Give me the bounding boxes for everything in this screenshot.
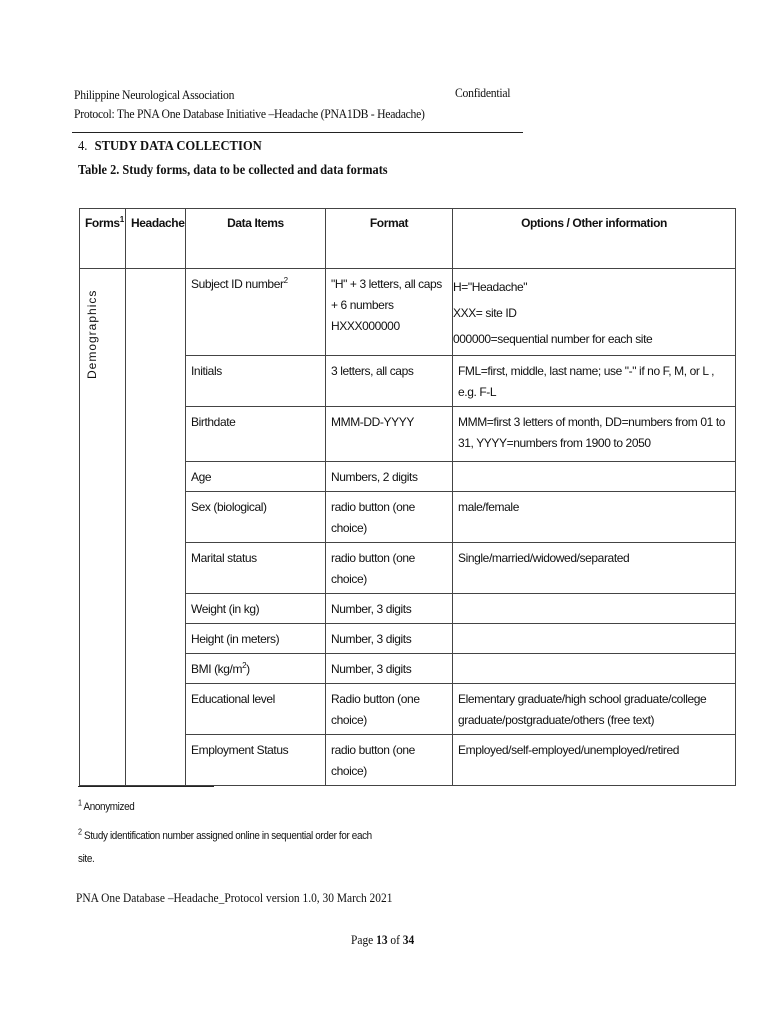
format-cell: radio button (one choice) [326,492,453,543]
options-cell: Single/married/widowed/separated [453,543,736,594]
data-item-cell: Subject ID number$^2$ [186,269,326,356]
col-header-data-items: Data Items [186,209,326,269]
data-item-cell: Employment Status [186,735,326,786]
options-cell: Employed/self-employed/unemployed/retired [453,735,736,786]
data-item-cell: Marital status [186,543,326,594]
options-cell [453,654,736,684]
data-item-cell: Initials [186,356,326,407]
format-cell: MMM-DD-YYYY [326,407,453,462]
table-header-row [80,209,736,269]
options-cell [453,594,736,624]
forms-footnote-mark: 1 [119,215,124,224]
options-cell [453,624,736,654]
data-item-cell: Educational level [186,684,326,735]
format-cell: Number, 3 digits [326,624,453,654]
col-header-headache: Headache [126,209,186,269]
format-cell: 3 letters, all caps [326,356,453,407]
header-org-protocol [74,85,425,123]
format-cell: Number, 3 digits [326,654,453,684]
table-row [80,269,736,356]
data-item-cell: Sex (biological) [186,492,326,543]
data-item-cell: Weight (in kg) [186,594,326,624]
format-cell: Number, 3 digits [326,594,453,624]
options-cell: H="Headache" XXX= site ID 000000=sequential number for each site [453,269,736,356]
col-header-format: Format [326,209,453,269]
options-cell [453,462,736,492]
options-cell: Elementary graduate/high school graduate/college graduate/postgraduate/others (free text) [453,684,736,735]
footnote-2: $^2$ Study identification number assigned online in sequential order for each site. [78,827,372,865]
data-item-cell: Birthdate [186,407,326,462]
section-number: 4. [78,139,88,154]
col-header-options: Options / Other information [453,209,736,269]
header-divider [72,132,523,133]
header-protocol: Protocol: The PNA One Database Initiative –Headache (PNA1DB - Headache) [74,106,425,121]
col-header-forms: Forms$^1$ [80,209,126,269]
section-title-text: STUDY DATA COLLECTION [94,139,262,154]
options-cell: male/female [453,492,736,543]
header-org: Philippine Neurological Association [74,87,235,102]
footer-version: PNA One Database –Headache_Protocol version 1.0, 30 March 2021 [76,890,393,905]
footnote-divider [78,786,214,787]
footnote-1: $^1$ Anonymized [78,798,135,813]
data-item-cell: Height (in meters) [186,624,326,654]
options-cell: FML=first, middle, last name; use "-" if no F, M, or L , e.g. F-L [453,356,736,407]
options-cell: MMM=first 3 letters of month, DD=numbers from 01 to 31, YYYY=numbers from 1900 to 2050 [453,407,736,462]
group-label-demographics: Demographics [85,289,99,379]
headache-cell [126,269,186,786]
format-cell: Radio button (one choice) [326,684,453,735]
data-item-cell: BMI $(kg/m^2)$ [186,654,326,684]
format-cell: radio button (one choice) [326,543,453,594]
footer-page-number: Page 13 of 34 [351,932,415,947]
header-confidential: Confidential [455,85,511,100]
study-forms-table [79,208,736,786]
forms-group-cell [80,269,126,786]
table-caption: Table 2. Study forms, data to be collected and data formats [78,163,388,178]
section-title [78,139,262,155]
format-cell: Numbers, 2 digits [326,462,453,492]
data-item-cell: Age [186,462,326,492]
format-cell: "H" + 3 letters, all caps + 6 numbers HXXX000000 [326,269,453,356]
format-cell: radio button (one choice) [326,735,453,786]
